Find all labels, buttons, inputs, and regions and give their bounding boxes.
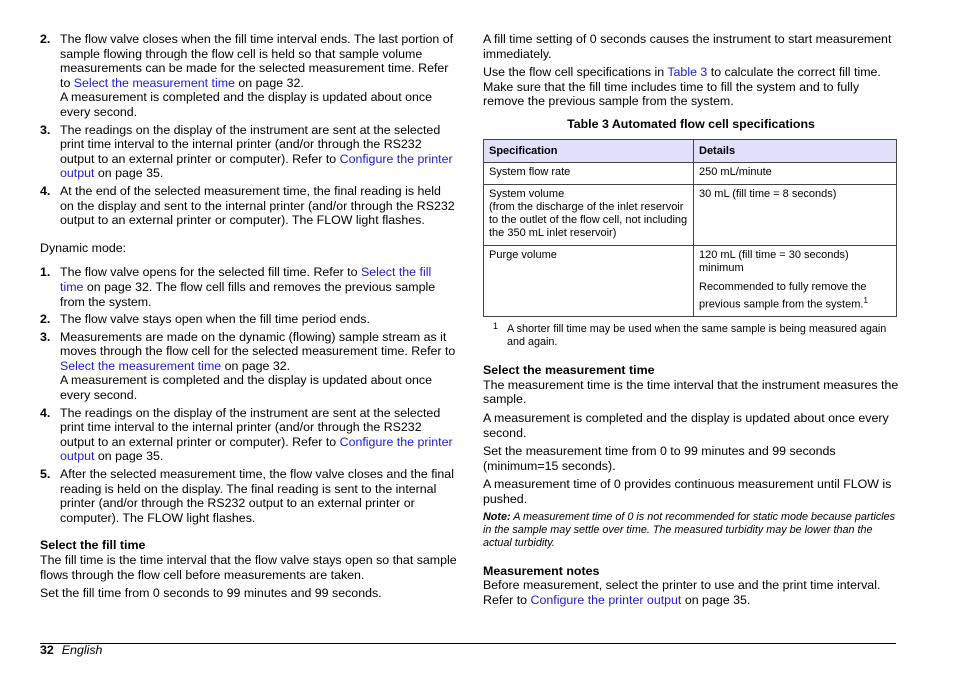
cell-text: System volume bbox=[489, 187, 565, 200]
right-column bbox=[483, 32, 899, 611]
details-cell bbox=[694, 162, 897, 184]
step-text: The readings on the display of the instrument are sent at the selected print time interval to the internal printer (and/or through the RS232 output to an external printer or computer). Refer to bbox=[60, 122, 441, 166]
measurement-time-heading: Select the measurement time bbox=[483, 363, 655, 378]
measurement-notes-paragraph: Before measurement, select the printer to use and the print time interval. Refer to Configure the printer output on page 35. bbox=[483, 578, 881, 607]
list-item bbox=[40, 265, 458, 309]
list-item bbox=[40, 32, 458, 120]
cell-text: System flow rate bbox=[489, 165, 571, 178]
step-text: The flow valve stays open when the fill time period ends. bbox=[60, 312, 370, 327]
measurement-paragraph-2: A measurement is completed and the display is updated about once every second. bbox=[483, 411, 889, 440]
cross-reference-link[interactable]: Configure the printer output bbox=[60, 434, 453, 464]
page-number: 32 bbox=[40, 643, 54, 657]
spec-cell bbox=[484, 162, 694, 184]
measurement-paragraph-3: Set the measurement time from 0 to 99 minutes and 99 seconds (minimum=15 seconds). bbox=[483, 444, 836, 473]
configure-printer-link[interactable]: Configure the printer output bbox=[530, 592, 682, 607]
step-number: 4. bbox=[40, 183, 51, 198]
step-text: on page 32. bbox=[221, 358, 291, 373]
cell-text: (from the discharge of the inlet reservoir to the outlet of the flow cell, not including the 350 mL inlet reservoir) bbox=[489, 200, 688, 239]
table-header-row bbox=[484, 139, 897, 162]
list-item bbox=[40, 406, 458, 464]
cell-text: Recommended to fully remove the previous sample from the system.$^1$ bbox=[699, 280, 868, 311]
step-text: The readings on the display of the instrument are sent at the selected print time interval to the internal printer (and/or through the RS232 output to an external printer or computer). Refer to bbox=[60, 405, 441, 449]
list-item bbox=[40, 330, 458, 403]
step-text: The flow valve closes when the fill time interval ends. The last portion of sample flowing through the flow cell is held so that sample volume measurements can be made for the selected measurement time. Refer to bbox=[60, 32, 454, 90]
fill-time-paragraph-1: The fill time is the time interval that the flow valve stays open so that sample flows through the flow cell before measurements are taken. bbox=[40, 553, 457, 582]
fill-zero-paragraph: A fill time setting of 0 seconds causes the instrument to start measurement immediately. bbox=[483, 32, 892, 61]
footer-divider bbox=[40, 643, 896, 644]
table-footnote: 1 A shorter fill time may be used when the same sample is being measured again and again. bbox=[493, 321, 887, 349]
step-number: 2. bbox=[40, 32, 51, 46]
step-text: The flow valve opens for the selected fill time. Refer to bbox=[60, 265, 361, 280]
measurement-paragraph-4: A measurement time of 0 provides continuous measurement until FLOW is pushed. bbox=[483, 477, 892, 506]
cell-text: 250 mL/minute bbox=[699, 165, 772, 178]
step-number: 2. bbox=[40, 312, 51, 327]
step-text: on page 32. bbox=[234, 75, 304, 90]
details-cell bbox=[694, 184, 897, 245]
list-item bbox=[40, 312, 458, 327]
note: Note: A measurement time of 0 is not recommended for static mode because particles in the sample may settle over time. The measured turbidity may be lower than the actual turbidity. bbox=[483, 510, 896, 549]
step-number: 5. bbox=[40, 467, 51, 482]
table-row bbox=[484, 184, 897, 245]
step-text: At the end of the selected measurement time, the final reading is held on the display and sent to the internal printer (and/or through the RS232 output to an external printer or computer). The FLOW light flashes. bbox=[60, 183, 455, 228]
step-text: on page 35. bbox=[94, 449, 164, 464]
fill-time-paragraph-2: Set the fill time from 0 seconds to 99 minutes and 99 seconds. bbox=[40, 586, 382, 601]
step-note: A measurement is completed and the display is updated about once every second. bbox=[60, 90, 432, 119]
language-label: English bbox=[61, 643, 103, 657]
list-item bbox=[40, 184, 458, 228]
cell-text: Purge volume bbox=[489, 248, 557, 261]
dynamic-mode-steps bbox=[40, 265, 458, 525]
measurement-paragraph-1: The measurement time is the time interval that the instrument measures the sample. bbox=[483, 377, 899, 407]
cross-reference-link[interactable]: Configure the printer output bbox=[60, 151, 453, 181]
step-number: 3. bbox=[40, 329, 51, 344]
table-caption: Table 3 Automated flow cell specifications bbox=[567, 116, 815, 131]
table-header-details: Details bbox=[694, 139, 897, 162]
flow-cell-spec-table bbox=[483, 139, 897, 318]
details-cell bbox=[694, 245, 897, 317]
list-item bbox=[40, 467, 458, 525]
table-3-link[interactable]: Table 3 bbox=[667, 65, 708, 80]
table-row bbox=[484, 162, 897, 184]
step-number: 1. bbox=[40, 265, 51, 280]
step-text: After the selected measurement time, the flow valve closes and the final reading is held on the display. The final reading is sent to the internal printer (and/or through the RS232 output to an external printer or computer). The FLOW light flashes. bbox=[60, 467, 454, 525]
page-footer bbox=[40, 643, 102, 657]
list-item bbox=[40, 123, 458, 181]
left-column bbox=[40, 32, 458, 605]
spec-cell bbox=[484, 245, 694, 317]
spec-cell bbox=[484, 184, 694, 245]
footnote-reference: 1 bbox=[863, 295, 868, 305]
flow-spec-paragraph: Use the flow cell specifications in Table 3 to calculate the correct fill time. Make sure that the fill time includes time to fill the system and to fully remove the previous sample from the system. bbox=[483, 65, 881, 109]
step-text: on page 32. The flow cell fills and removes the previous sample from the system. bbox=[60, 279, 436, 309]
static-mode-steps bbox=[40, 32, 458, 228]
cross-reference-link[interactable]: Select the measurement time bbox=[60, 358, 222, 373]
step-text: on page 35. bbox=[94, 166, 164, 181]
cell-text: 120 mL (fill time = 30 seconds) minimum bbox=[699, 248, 849, 274]
step-note: A measurement is completed and the display is updated about once every second. bbox=[60, 373, 432, 403]
fill-time-heading: Select the fill time bbox=[40, 538, 146, 553]
measurement-notes-heading: Measurement notes bbox=[483, 563, 600, 578]
cross-reference-link[interactable]: Select the fill time bbox=[60, 265, 432, 294]
cross-reference-link[interactable]: Select the measurement time bbox=[73, 75, 235, 90]
cell-text: 30 mL (fill time = 8 seconds) bbox=[699, 187, 837, 200]
table-header-specification: Specification bbox=[484, 139, 694, 162]
table-row bbox=[484, 245, 897, 317]
dynamic-mode-label: Dynamic mode: bbox=[40, 240, 127, 255]
step-text: Measurements are made on the dynamic (flowing) sample stream as it moves through the flow cell for the selected measurement time. Refer to bbox=[60, 329, 456, 359]
step-number: 4. bbox=[40, 405, 51, 420]
step-number: 3. bbox=[40, 122, 51, 137]
